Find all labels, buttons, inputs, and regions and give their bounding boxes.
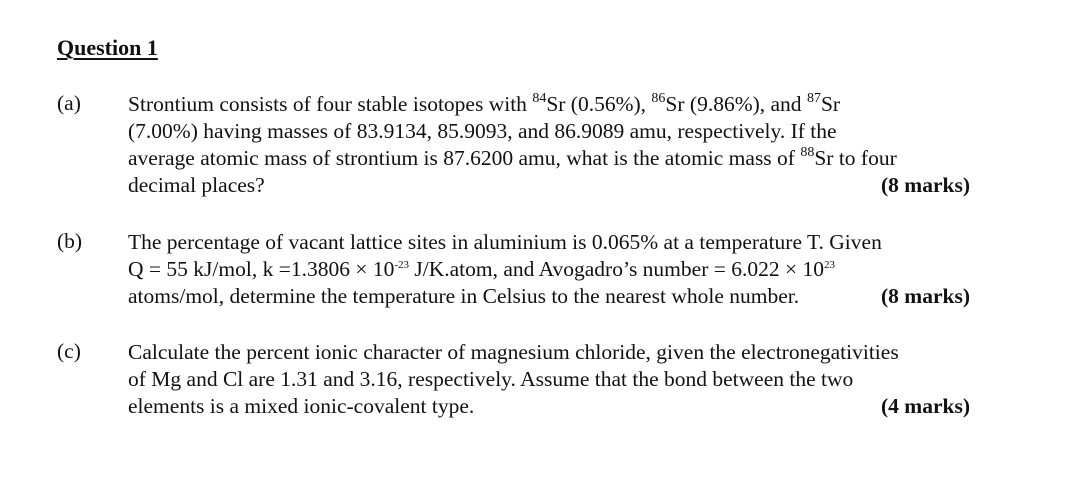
part-b-line-3-text: atoms/mol, determine the temperature in Celsius to the nearest whole number. <box>128 284 800 308</box>
part-c-line-1: Calculate the percent ionic character of magnesium chloride, given the electronegativities <box>128 340 899 364</box>
part-a-line-1 <box>128 91 970 118</box>
part-b-marks: (8 marks) <box>881 284 970 308</box>
part-a-line-3-text-b: Sr to four <box>814 146 897 170</box>
isotope-84-superscript: 84 <box>532 91 547 106</box>
question-title: Question 1 <box>57 35 158 60</box>
part-c-line-3-text: elements is a mixed ionic-covalent type. <box>128 394 475 418</box>
isotope-88-superscript: 88 <box>800 145 815 160</box>
part-c-marks: (4 marks) <box>881 394 970 418</box>
isotope-86-superscript: 86 <box>651 91 666 106</box>
part-a-line-1-text-c: Sr (9.86%), and <box>665 92 807 116</box>
part-a-line-1-text-a: Strontium consists of four stable isotopes with <box>128 92 533 116</box>
part-a-line-1-text-d: Sr <box>820 92 841 116</box>
isotope-87-superscript: 87 <box>806 91 821 106</box>
part-b-line-2-text-b: J/K.atom, and Avogadro’s number = 6.022 × 10 <box>409 257 824 281</box>
part-b-line-1: The percentage of vacant lattice sites in aluminium is 0.065% at a temperature T. Given <box>128 230 882 254</box>
part-a-marks: (8 marks) <box>881 173 970 197</box>
part-a-line-4-text: decimal places? <box>128 173 265 197</box>
avogadro-exponent-superscript: 23 <box>824 259 835 271</box>
part-c-text <box>128 339 970 420</box>
part-a-line-3-text-a: average atomic mass of strontium is 87.6200 amu, what is the atomic mass of <box>128 146 801 170</box>
part-b-label: (b) <box>57 229 83 253</box>
part-a-text <box>128 91 970 199</box>
part-b-text <box>128 229 970 310</box>
part-b-line-3 <box>128 283 970 310</box>
boltzmann-exponent-superscript: -23 <box>394 259 409 271</box>
part-c-label: (c) <box>57 339 81 363</box>
part-b-line-2 <box>128 256 970 283</box>
part-a-line-3 <box>128 145 970 172</box>
part-a-label: (a) <box>57 91 81 115</box>
part-a-line-2: (7.00%) having masses of 83.9134, 85.9093, and 86.9089 amu, respectively. If the <box>128 119 837 143</box>
part-c-line-3 <box>128 393 970 420</box>
part-b-line-2-text-a: Q = 55 kJ/mol, k =1.3806 × 10 <box>128 257 395 281</box>
part-c-line-2: of Mg and Cl are 1.31 and 3.16, respectively. Assume that the bond between the two <box>128 367 854 391</box>
part-a-line-4 <box>128 172 970 199</box>
part-a-line-1-text-b: Sr (0.56%), <box>546 92 652 116</box>
